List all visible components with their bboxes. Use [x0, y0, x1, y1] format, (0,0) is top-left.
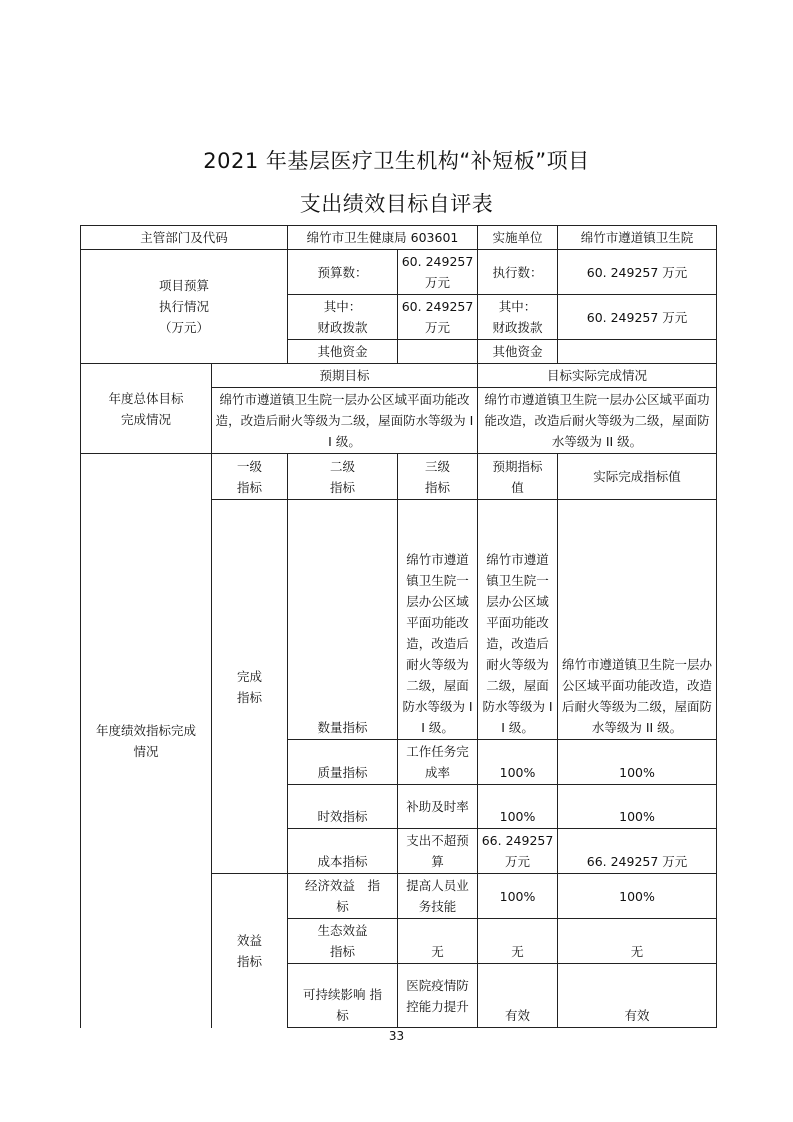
fiscal-exec-value: 60. 249257 万元 — [558, 295, 717, 340]
expected-cell: 有效 — [478, 964, 558, 1028]
level2-cell: 数量指标 — [288, 500, 398, 740]
expected-cell: 绵竹市遵道镇卫生院一层办公区域平面功能改造，改造后耐火等级为二级，屋面防水等级为 II 级。 — [478, 500, 558, 740]
level3-cell: 医院疫情防控能力提升 — [398, 964, 478, 1028]
expected-cell: 100% — [478, 740, 558, 785]
budget-label-cell: 项目预算 执行情况 （万元） — [81, 250, 288, 364]
document-title: 2021 年基层医疗卫生机构“补短板”项目 — [203, 149, 590, 173]
expected-goal-text: 绵竹市遵道镇卫生院一层办公区域平面功能改造，改造后耐火等级为二级，屋面防水等级为 II 级。 — [212, 388, 478, 454]
indicators-label-cell: 年度绩效指标完成 情况 — [81, 454, 212, 1028]
actual-cell: 有效 — [558, 964, 717, 1028]
dept-label-cell: 主管部门及代码 — [81, 226, 288, 250]
level3-cell: 工作任务完成率 — [398, 740, 478, 785]
level3-cell: 无 — [398, 919, 478, 964]
actual-cell: 100% — [558, 785, 717, 829]
level3-cell: 支出不超预算 — [398, 829, 478, 874]
other-funds-exec-label: 其他资金 — [478, 340, 558, 364]
level3-header: 三级 指标 — [398, 454, 478, 500]
level2-cell: 时效指标 — [288, 785, 398, 829]
actual-cell: 100% — [558, 740, 717, 785]
impl-label-cell: 实施单位 — [478, 226, 558, 250]
actual-cell: 绵竹市遵道镇卫生院一层办公区域平面功能改造，改造后耐火等级为二级，屋面防水等级为 II 级。 — [558, 500, 717, 740]
document-subtitle: 支出绩效目标自评表 — [299, 192, 494, 216]
level3-cell: 绵竹市遵道镇卫生院一层办公区域平面功能改造，改造后耐火等级为二级，屋面防水等级为 II 级。 — [398, 500, 478, 740]
actual-cell: 无 — [558, 919, 717, 964]
expected-cell: 无 — [478, 919, 558, 964]
completion-group-cell: 完成 指标 — [212, 500, 288, 874]
budget-amount-label: 预算数： — [288, 250, 398, 295]
fiscal-value: 60. 249257 万元 — [398, 295, 478, 340]
self-evaluation-table — [80, 225, 717, 1028]
impl-value-cell: 绵竹市遵道镇卫生院 — [558, 226, 717, 250]
level2-cell: 生态效益 指标 — [288, 919, 398, 964]
actual-cell: 66. 249257 万元 — [558, 829, 717, 874]
exec-amount-value: 60. 249257 万元 — [558, 250, 717, 295]
level2-cell: 成本指标 — [288, 829, 398, 874]
expected-cell: 100% — [478, 874, 558, 919]
expected-value-header: 预期指标 值 — [478, 454, 558, 500]
table-row — [81, 250, 717, 295]
fiscal-label: 其中： 财政拨款 — [288, 295, 398, 340]
level3-cell: 补助及时率 — [398, 785, 478, 829]
actual-cell: 100% — [558, 874, 717, 919]
benefit-group-cell: 效益 指标 — [212, 874, 288, 1028]
level1-header: 一级 指标 — [212, 454, 288, 500]
table-row — [81, 226, 717, 250]
actual-goal-text: 绵竹市遵道镇卫生院一层办公区域平面功能改造，改造后耐火等级为二级，屋面防水等级为 II 级。 — [478, 388, 717, 454]
level2-cell: 经济效益 指 标 — [288, 874, 398, 919]
level2-cell: 质量指标 — [288, 740, 398, 785]
expected-goal-header: 预期目标 — [212, 364, 478, 388]
dept-value-cell: 绵竹市卫生健康局 603601 — [288, 226, 478, 250]
expected-cell: 66. 249257 万元 — [478, 829, 558, 874]
level2-header: 二级 指标 — [288, 454, 398, 500]
level2-cell: 可持续影响 指 标 — [288, 964, 398, 1028]
fiscal-exec-label: 其中： 财政拨款 — [478, 295, 558, 340]
other-funds-exec-value — [558, 340, 717, 364]
other-funds-label: 其他资金 — [288, 340, 398, 364]
actual-goal-header: 目标实际完成情况 — [478, 364, 717, 388]
goals-label-cell: 年度总体目标 完成情况 — [81, 364, 212, 454]
budget-amount-value: 60. 249257 万元 — [398, 250, 478, 295]
table-row — [81, 364, 717, 388]
table-row — [81, 454, 717, 500]
level3-cell: 提高人员业务技能 — [398, 874, 478, 919]
page-number: 33 — [388, 1029, 405, 1043]
expected-cell: 100% — [478, 785, 558, 829]
exec-amount-label: 执行数： — [478, 250, 558, 295]
other-funds-value — [398, 340, 478, 364]
actual-value-header: 实际完成指标值 — [558, 454, 717, 500]
